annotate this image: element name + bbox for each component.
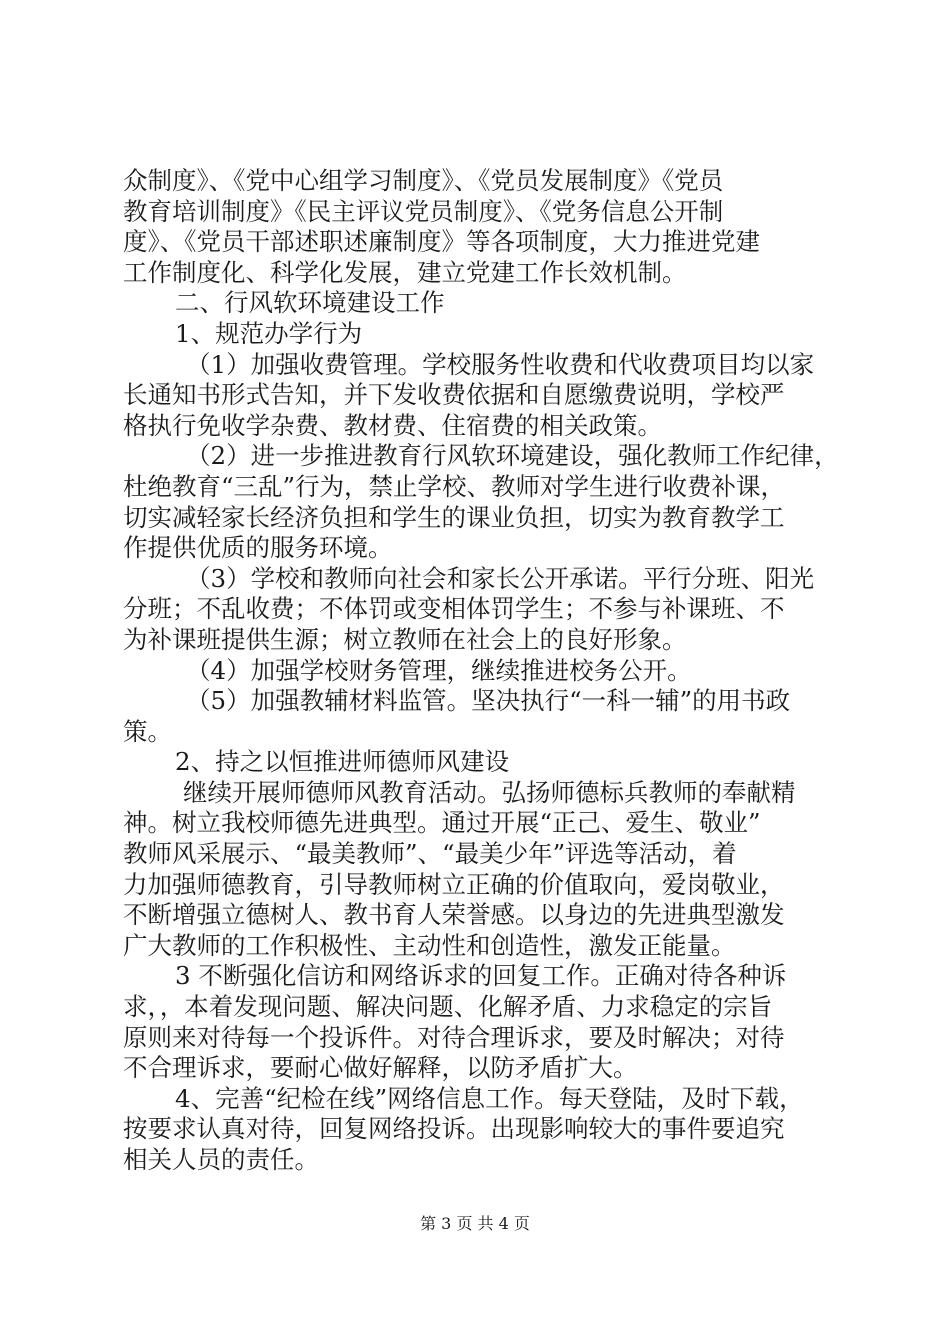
text-line: 教育培训制度》《民主评议党员制度》、《党务信息公开制 bbox=[123, 196, 724, 226]
text-line: 策。 bbox=[123, 716, 172, 746]
paragraph-first-line: 3 不断强化信访和网络诉求的回复工作。正确对待各种诉 bbox=[175, 961, 787, 991]
text-line: 广大教师的工作积极性、主动性和创造性，激发正能量。 bbox=[123, 930, 736, 960]
text-line: 为补课班提供生源；树立教师在社会上的良好形象。 bbox=[123, 624, 687, 654]
document-body bbox=[123, 166, 843, 1176]
text-line: 杜绝教育“三乱”行为，禁止学校、教师对学生进行收费补课， bbox=[123, 471, 786, 501]
text-line: 众制度》、《党中心组学习制度》、《党员发展制度》《党员 bbox=[123, 166, 724, 195]
text-line: 不断增强立德树人、教书育人荣誉感。以身边的先进典型激发 bbox=[123, 900, 785, 930]
paragraph-first-line: （2）进一步推进教育行风软环境建设，强化教师工作纪律， bbox=[186, 441, 839, 471]
paragraph-first-line: （3）学校和教师向社会和家长公开承诺。平行分班、阳光 bbox=[186, 563, 815, 593]
text-line: 教师风采展示、“最美教师”、“最美少年”评选等活动，着 bbox=[123, 839, 737, 869]
text-line: 力加强师德教育，引导教师树立正确的价值取向，爱岗敬业， bbox=[123, 869, 785, 899]
paragraph-first-line: （5）加强教辅材料监管。坚决执行“一科一辅”的用书政 bbox=[186, 686, 791, 716]
subsection-heading: 2、持之以恒推进师德师风建设 bbox=[175, 747, 510, 777]
subsection-heading: 1、规范办学行为 bbox=[175, 318, 363, 348]
text-line: 不合理诉求，要耐心做好解释，以防矛盾扩大。 bbox=[123, 1053, 638, 1083]
page-number-label: 第 3 页 共 4 页 bbox=[420, 1214, 530, 1233]
text-line: 度》、《党员干部述职述廉制度》等各项制度，大力推进党建 bbox=[123, 227, 760, 257]
text-line: 相关人员的责任。 bbox=[123, 1145, 319, 1174]
text-line: 切实减轻家长经济负担和学生的课业负担，切实为教育教学工 bbox=[123, 502, 785, 532]
text-line: 格执行免收学杂费、教材费、住宿费的相关政策。 bbox=[123, 410, 662, 440]
section-heading: 二、行风软环境建设工作 bbox=[175, 288, 445, 318]
text-line: 原则来对待每一个投诉件。对待合理诉求，要及时解决；对待 bbox=[123, 1022, 785, 1052]
paragraph-first-line: 4、完善“纪检在线”网络信息工作。每天登陆，及时下载， bbox=[175, 1083, 804, 1113]
paragraph-first-line: 继续开展师德师风教育活动。弘扬师德标兵教师的奉献精 bbox=[183, 777, 796, 807]
page-footer bbox=[0, 1214, 950, 1234]
text-line: 神。树立我校师德先进典型。通过开展“正己、爱生、敬业” bbox=[123, 808, 761, 838]
text-line: 求，，本着发现问题、解决问题、化解矛盾、力求稳定的宗旨 bbox=[123, 992, 773, 1022]
paragraph-first-line: （1）加强收费管理。学校服务性收费和代收费项目均以家 bbox=[186, 349, 815, 379]
text-line: 分班；不乱收费；不体罚或变相体罚学生；不参与补课班、不 bbox=[123, 594, 785, 624]
text-line: 工作制度化、科学化发展，建立党建工作长效机制。 bbox=[123, 257, 687, 287]
text-line: 作提供优质的服务环境。 bbox=[123, 533, 393, 563]
paragraph-first-line: （4）加强学校财务管理，继续推进校务公开。 bbox=[186, 655, 692, 685]
text-line: 长通知书形式告知，并下发收费依据和自愿缴费说明，学校严 bbox=[123, 380, 785, 410]
text-line: 按要求认真对待，回复网络投诉。出现影响较大的事件要追究 bbox=[123, 1114, 785, 1144]
